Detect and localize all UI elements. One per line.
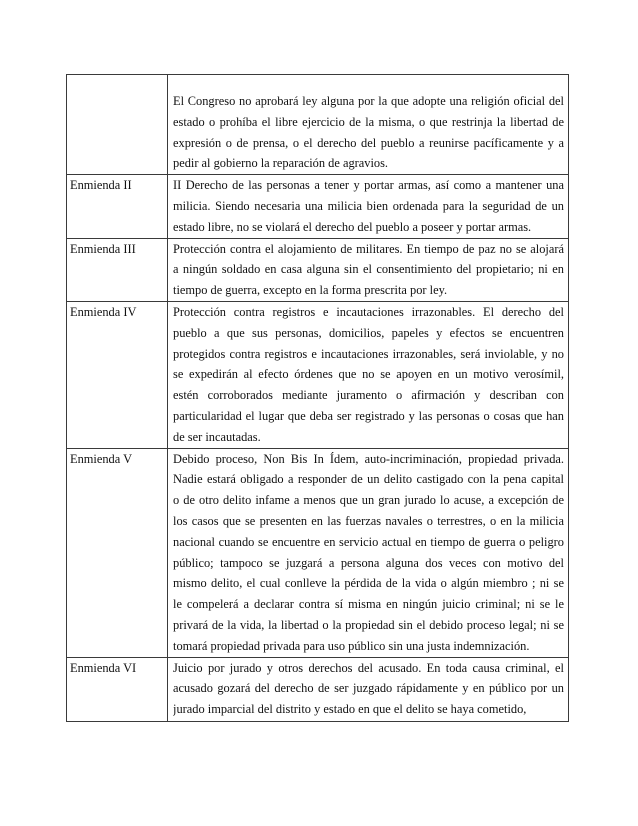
amendment-row [67, 238, 569, 301]
amendment-text-line: privará de la vida, la libertad o la propiedad sin el debido proceso legal; ni se [173, 617, 564, 632]
amendment-text-line: jurado imparcial del distrito y estado en que el delito se haya cometido, [173, 702, 527, 717]
amendment-text-line: Protección contra registros e incautaciones irrazonables. El derecho del [173, 304, 564, 319]
amendment-text-line: Protección contra el alojamiento de militares. En tiempo de paz no se alojará [173, 241, 564, 256]
amendment-row [67, 448, 569, 657]
amendment-text-line: estén corroborados mediante juramento o afirmación y describan con [173, 388, 564, 403]
amendment-text-line: pedir al gobierno la reparación de agravios. [173, 156, 389, 171]
amendment-label: Enmienda III [67, 238, 168, 301]
amendment-text-line: a ningún soldado en casa alguna sin el consentimiento del propietario; ni en [173, 262, 564, 277]
amendment-text-line: El Congreso no aprobará ley alguna por la que adopte una religión oficial del [173, 94, 564, 108]
amendment-text [168, 448, 569, 657]
amendment-text-line: protegidos contra registros e incautaciones irrazonables, será inviolable, y no [173, 346, 564, 361]
amendment-label: Enmienda IV [67, 301, 168, 448]
amendment-text-line: tomará propiedad privada para uso público sin una justa indemnización. [173, 638, 530, 653]
amendment-text-line: público; tampoco se juzgará a persona alguna dos veces con motivo del [173, 555, 564, 570]
amendment-row [67, 75, 569, 175]
amendment-text-line: o de otro delito infame a menos que un gran jurado lo acuse, a excepción de [173, 493, 564, 508]
amendment-text-line: los casos que se presenten en las fuerzas navales o terrestres, o en la milicia [173, 513, 564, 528]
amendment-text-line: milicia. Siendo necesaria una milicia bien ordenada para la seguridad de un [173, 198, 564, 213]
amendment-text-line: Nadie estará obligado a responder de un delito castigado con la pena capital [173, 472, 564, 487]
amendment-text-line: expresión o de prensa, o el derecho del pueblo a reunirse pacíficamente y a [173, 135, 564, 150]
amendment-row [67, 657, 569, 721]
amendment-text-line: particularidad el lugar que deba ser registrado y las personas o cosas que han [173, 408, 564, 423]
amendment-text-line: Debido proceso, Non Bis In Ídem, auto-incriminación, propiedad privada. [173, 451, 564, 466]
amendment-text-line: le compelerá a declarar contra sí misma en ningún juicio criminal; ni se le [173, 597, 564, 612]
amendment-text-line: estado o prohíba el libre ejercicio de la misma, o que restrinja la libertad de [173, 114, 564, 129]
amendment-text-line: estado libre, no se violará el derecho del pueblo a poseer y portar armas. [173, 219, 532, 234]
amendment-text-line: nacional cuando se encuentre en servicio actual en tiempo de guerra o peligro [173, 534, 564, 549]
amendment-label [67, 75, 168, 175]
amendment-text-line: pueblo a que sus personas, domicilios, papeles y efectos se encuentren [173, 325, 564, 340]
amendment-text-line: se expedirán al efecto órdenes que no se apoyen en un motivo verosímil, [173, 367, 564, 382]
amendment-text-line: tiempo de guerra, excepto en la forma prescrita por ley. [173, 283, 448, 298]
amendment-text-line: de ser incautadas. [173, 429, 261, 444]
amendment-label: Enmienda II [67, 175, 168, 238]
amendment-text-line: mismo delito, el cual conlleve la pérdida de la vida o algún miembro ; ni se [173, 576, 564, 591]
amendment-label: Enmienda V [67, 448, 168, 657]
amendment-text [168, 238, 569, 301]
amendment-text-line: II Derecho de las personas a tener y portar armas, así como a mantener una [173, 178, 564, 193]
amendment-text [168, 175, 569, 238]
amendment-row [67, 175, 569, 238]
amendment-label: Enmienda VI [67, 657, 168, 721]
amendments-table-body [67, 75, 569, 722]
amendment-text [168, 301, 569, 448]
amendment-text [168, 657, 569, 721]
amendment-text-line: Juicio por jurado y otros derechos del acusado. En toda causa criminal, el [173, 660, 564, 675]
amendment-text-line: acusado gozará del derecho de ser juzgado rápidamente y en público por un [173, 681, 564, 696]
amendments-table [66, 74, 569, 722]
amendment-text [168, 75, 569, 175]
amendment-row [67, 301, 569, 448]
